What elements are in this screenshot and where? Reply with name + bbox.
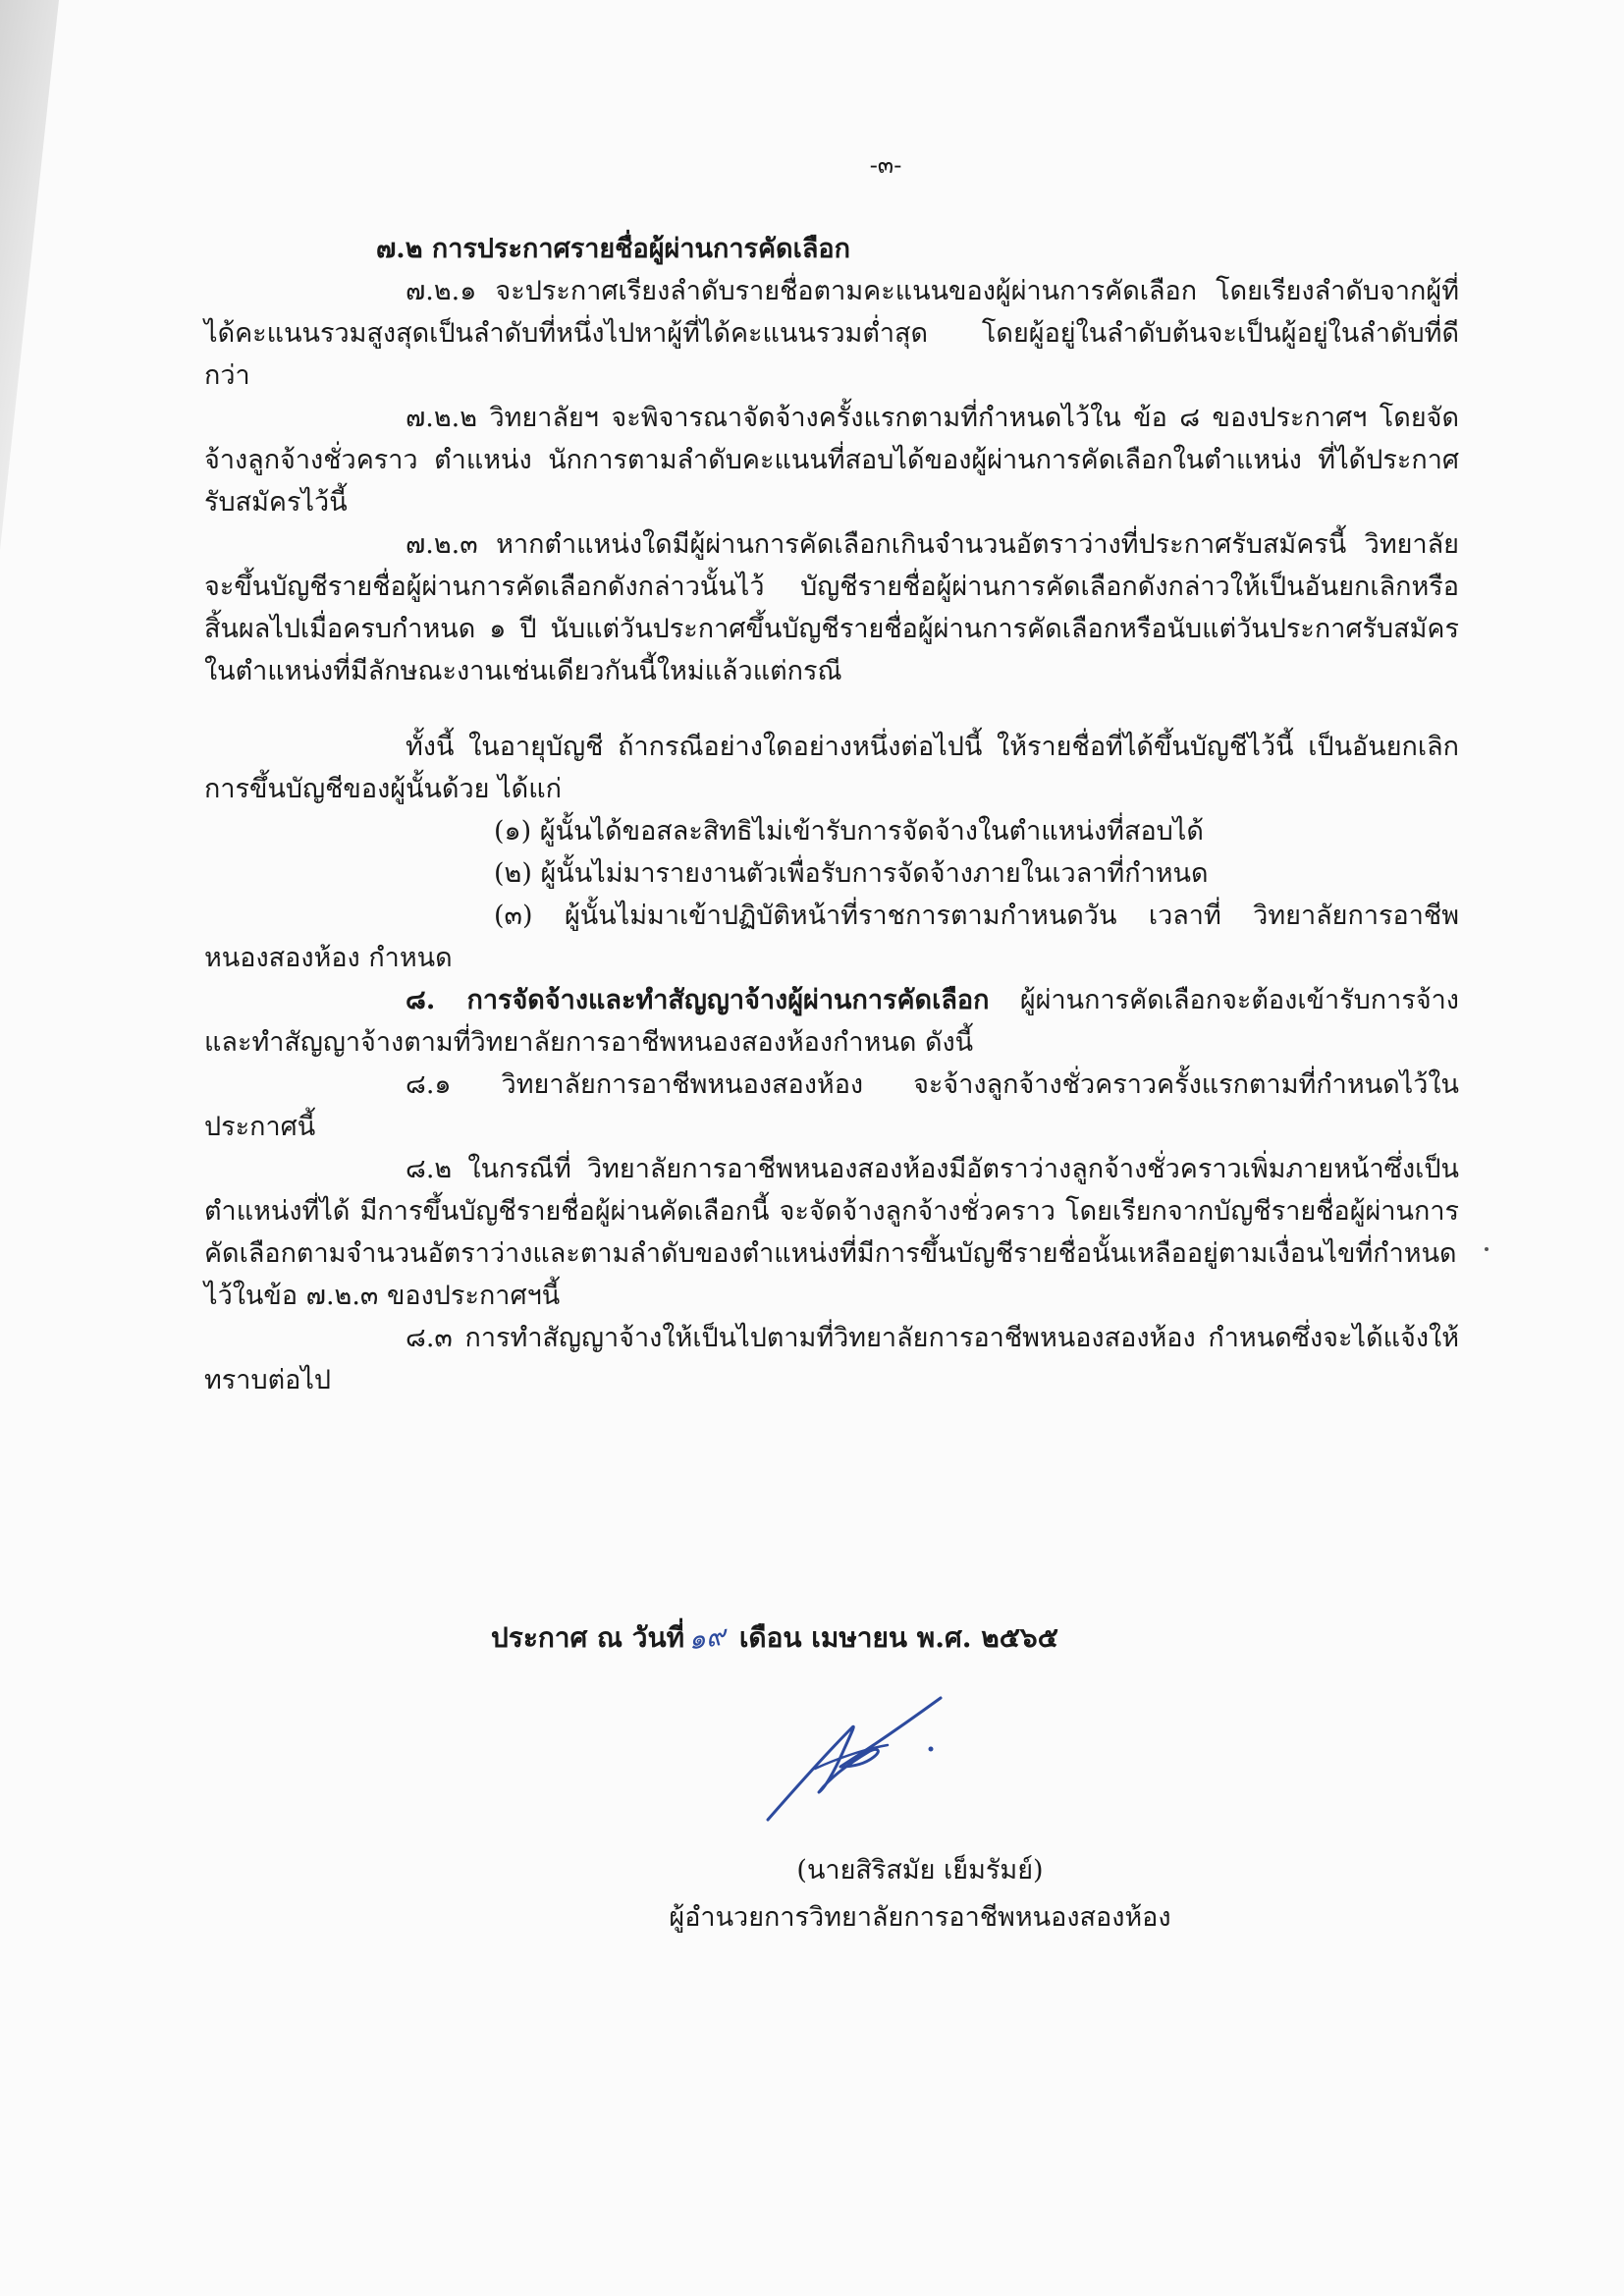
section-8-text: ผู้ผ่านการคัดเลือกจะต้องเข้ารับการจ้างและทำสัญญาจ้างตามที่วิทยาลัยการอาชีพหนองสองห้องกำหนด ดังนี้ xyxy=(204,985,1459,1058)
signer-name: (นายสิริสมัย เย็มรัมย์) xyxy=(796,1855,1044,1886)
paragraph-cancel-intro: ทั้งนี้ ในอายุบัญชี ถ้ากรณีอย่างใดอย่างหนึ่งต่อไปนี้ ให้รายชื่อที่ได้ขึ้นบัญชีไว้นี้ เป็นอันยกเลิกการขึ้นบัญชีของผู้นั้นด้วย ได้แก่ xyxy=(204,732,1459,804)
cancel-item-3: (๓) ผู้นั้นไม่มาเข้าปฏิบัติหน้าที่ราชการตามกำหนดวัน เวลาที่ วิทยาลัยการอาชีพหนองสองห้อง กำหนด xyxy=(204,901,1459,973)
page-number: -๓- xyxy=(869,151,902,179)
page-fold-shadow xyxy=(0,0,59,550)
date-prefix: ประกาศ ณ วันที่ xyxy=(491,1621,685,1654)
paragraph-8-3: ๘.๓ การทำสัญญาจ้างให้เป็นไปตามที่วิทยาลัยการอาชีพหนองสองห้อง กำหนดซึ่งจะได้แจ้งให้ทราบต่อไป xyxy=(204,1323,1459,1395)
paragraph-section-8 xyxy=(204,979,1459,1064)
date-suffix: เดือน เมษายน พ.ศ. ๒๕๖๕ xyxy=(730,1621,1058,1654)
cancel-item-2: (๒) ผู้นั้นไม่มารายงานตัวเพื่อรับการจัดจ้างภายในเวลาที่กำหนด xyxy=(494,858,1209,889)
announcement-date xyxy=(491,1618,1058,1658)
document-body xyxy=(204,228,1459,1401)
paragraph-7-2-2: ๗.๒.๒ วิทยาลัยฯ จะพิจารณาจัดจ้างครั้งแรกตามที่กำหนดไว้ใน ข้อ ๘ ของประกาศฯ โดยจัดจ้างลูกจ้างชั่วคราว ตำแหน่ง นักการตามลำดับคะแนนที่สอบได้ของผู้ผ่านการคัดเลือกในตำแหน่ง ที่ได้ประกาศรับสมัครไว้นี้ xyxy=(204,403,1459,518)
paragraph-8-1: ๘.๑ วิทยาลัยการอาชีพหนองสองห้อง จะจ้างลูกจ้างชั่วคราวครั้งแรกตามที่กำหนดไว้ในประกาศนี้ xyxy=(204,1069,1459,1142)
handwritten-day: ๑๙ xyxy=(685,1618,729,1657)
paragraph-7-2-1: ๗.๒.๑ จะประกาศเรียงลำดับรายชื่อตามคะแนนของผู้ผ่านการคัดเลือก โดยเรียงลำดับจากผู้ที่ได้คะแนนรวมสูงสุดเป็นลำดับที่หนึ่งไปหาผู้ที่ได้คะแนนรวมต่ำสุด โดยผู้อยู่ในลำดับต้นจะเป็นผู้อยู่ในลำดับที่ดีกว่า xyxy=(204,276,1459,391)
section-7-2-heading: ๗.๒ การประกาศรายชื่อผู้ผ่านการคัดเลือก xyxy=(376,234,850,264)
signer-title: ผู้อำนวยการวิทยาลัยการอาชีพหนองสองห้อง xyxy=(669,1902,1171,1933)
paragraph-8-2: ๘.๒ ในกรณีที่ วิทยาลัยการอาชีพหนองสองห้องมีอัตราว่างลูกจ้างชั่วคราวเพิ่มภายหน้าซึ่งเป็นตำแหน่งที่ได้ มีการขึ้นบัญชีรายชื่อผู้ผ่านคัดเลือกนี้ จะจัดจ้างลูกจ้างชั่วคราว โดยเรียกจากบัญชีรายชื่อผู้ผ่านการคัดเลือกตามจำนวนอัตราว่างและตามลำดับของตำแหน่งที่มีการขึ้นบัญชีรายชื่อนั้นเหลืออยู่ตามเงื่อนไขที่กำหนดไว้ในข้อ ๗.๒.๓ ของประกาศฯนี้ xyxy=(204,1154,1459,1311)
section-8-heading: ๘. การจัดจ้างและทำสัญญาจ้างผู้ผ่านการคัดเลือก xyxy=(406,985,990,1015)
cancel-item-1: (๑) ผู้นั้นได้ขอสละสิทธิไม่เข้ารับการจัดจ้างในตำแหน่งที่สอบได้ xyxy=(494,816,1204,847)
paragraph-7-2-3: ๗.๒.๓ หากตำแหน่งใดมีผู้ผ่านการคัดเลือกเกินจำนวนอัตราว่างที่ประกาศรับสมัครนี้ วิทยาลัยจะขึ้นบัญชีรายชื่อผู้ผ่านการคัดเลือกดังกล่าวนั้นไว้ บัญชีรายชื่อผู้ผ่านการคัดเลือกดังกล่าวให้เป็นอันยกเลิกหรือสิ้นผลไปเมื่อครบกำหนด ๑ ปี นับแต่วันประกาศขึ้นบัญชีรายชื่อผู้ผ่านการคัดเลือกหรือนับแต่วันประกาศรับสมัครในตำแหน่งที่มีลักษณะงานเช่นเดียวกันนี้ใหม่แล้วแต่กรณี xyxy=(204,529,1459,686)
signature-image xyxy=(756,1694,972,1831)
scan-speck xyxy=(1485,1247,1489,1251)
